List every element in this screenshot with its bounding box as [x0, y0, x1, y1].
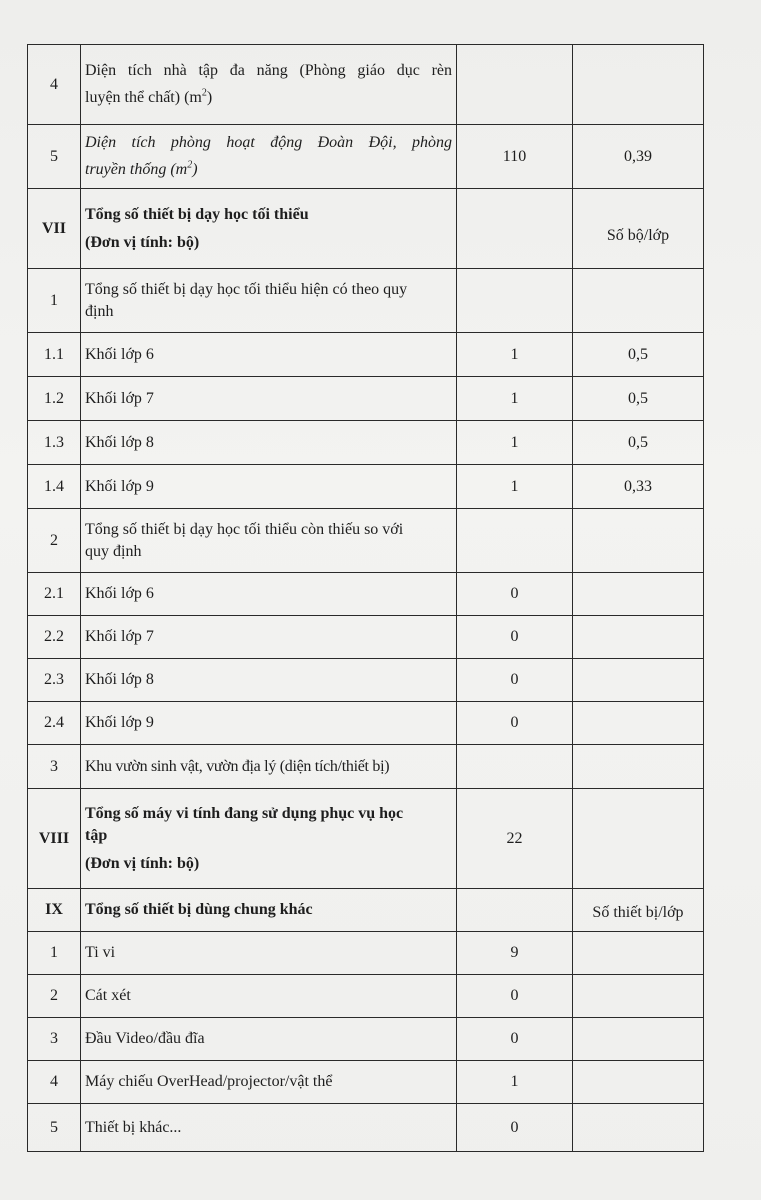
desc-line: Tổng số thiết bị dạy học tối thiểu còn thiếu so với	[85, 520, 404, 538]
ratio-cell	[573, 1061, 704, 1104]
ratio-cell: 0,39	[573, 125, 704, 189]
ratio-cell	[573, 932, 704, 975]
desc-line: luyện thể chất) $(m^2)$	[85, 87, 213, 106]
ratio-cell: Số bộ/lớp	[573, 189, 704, 269]
ratio-cell	[573, 616, 704, 659]
ratio-cell: 0,5	[573, 333, 704, 377]
quantity-cell	[457, 889, 573, 932]
desc-line: định	[85, 302, 114, 320]
table-row	[28, 333, 704, 377]
row-description: Khu vườn sinh vật, vườn địa lý (diện tích/thiết bị)	[81, 745, 457, 789]
row-number: 2.2	[28, 616, 81, 659]
table-row	[28, 45, 704, 125]
row-number: 1	[28, 269, 81, 333]
table-row	[28, 745, 704, 789]
quantity-cell: 1	[457, 421, 573, 465]
quantity-cell: 1	[457, 465, 573, 509]
row-description: Cát xét	[81, 975, 457, 1018]
row-number: 1.2	[28, 377, 81, 421]
row-description	[81, 509, 457, 573]
row-number: 2.3	[28, 659, 81, 702]
quantity-cell: 0	[457, 659, 573, 702]
row-description: Khối lớp 7	[81, 616, 457, 659]
quantity-cell: 1	[457, 333, 573, 377]
desc-line: quy định	[85, 542, 142, 560]
quantity-cell	[457, 509, 573, 573]
ratio-cell	[573, 745, 704, 789]
row-number: 5	[28, 1104, 81, 1152]
row-description: Khối lớp 9	[81, 465, 457, 509]
row-number: 1.3	[28, 421, 81, 465]
quantity-cell: 110	[457, 125, 573, 189]
ratio-cell: Số thiết bị/lớp	[573, 889, 704, 932]
table-row	[28, 269, 704, 333]
row-description: Ti vi	[81, 932, 457, 975]
table-row	[28, 465, 704, 509]
desc-line: truyền thống $(m^2)$	[85, 159, 198, 178]
section-title: Tổng số thiết bị dùng chung khác	[81, 889, 457, 932]
row-number: 3	[28, 1018, 81, 1061]
desc-line: Diện tích nhà tập đa năng (Phòng giáo dục rèn	[85, 62, 452, 80]
table-row	[28, 889, 704, 932]
table-row	[28, 1104, 704, 1152]
table-row	[28, 932, 704, 975]
desc-line: Tổng số thiết bị dạy học tối thiểu	[85, 205, 309, 223]
row-description: Thiết bị khác...	[81, 1104, 457, 1152]
section-title	[81, 189, 457, 269]
table-row	[28, 975, 704, 1018]
table-row	[28, 1018, 704, 1061]
row-number: 2.1	[28, 573, 81, 616]
ratio-cell	[573, 659, 704, 702]
ratio-cell	[573, 269, 704, 333]
row-description	[81, 269, 457, 333]
table-row	[28, 509, 704, 573]
quantity-cell: 9	[457, 932, 573, 975]
ratio-cell	[573, 509, 704, 573]
desc-line: Tổng số máy vi tính đang sử dụng phục vụ học	[85, 804, 404, 822]
row-number: 2	[28, 975, 81, 1018]
section-number: IX	[28, 889, 81, 932]
row-description: Khối lớp 8	[81, 421, 457, 465]
desc-line: tập	[85, 826, 108, 844]
quantity-cell: 0	[457, 975, 573, 1018]
row-number: 5	[28, 125, 81, 189]
table-row	[28, 616, 704, 659]
quantity-cell: 0	[457, 616, 573, 659]
table-row	[28, 1061, 704, 1104]
row-number: 4	[28, 45, 81, 125]
row-number: 1.1	[28, 333, 81, 377]
row-description: Khối lớp 6	[81, 573, 457, 616]
ratio-cell	[573, 702, 704, 745]
table-row	[28, 125, 704, 189]
row-description	[81, 125, 457, 189]
desc-line: Diện tích phòng hoạt động Đoàn Đội, phòng	[85, 134, 452, 152]
ratio-cell: 0,5	[573, 421, 704, 465]
row-description: Khối lớp 8	[81, 659, 457, 702]
row-number: 1	[28, 932, 81, 975]
quantity-cell	[457, 45, 573, 125]
section-number: VII	[28, 189, 81, 269]
row-number: 2	[28, 509, 81, 573]
quantity-cell: 0	[457, 702, 573, 745]
section-title	[81, 789, 457, 889]
desc-line: (Đơn vị tính: bộ)	[85, 233, 200, 251]
ratio-cell	[573, 1104, 704, 1152]
table-row	[28, 421, 704, 465]
ratio-cell: 0,5	[573, 377, 704, 421]
facilities-table	[27, 44, 704, 1152]
desc-line: (Đơn vị tính: bộ)	[85, 854, 200, 872]
table-row	[28, 377, 704, 421]
row-description: Khối lớp 9	[81, 702, 457, 745]
row-number: 4	[28, 1061, 81, 1104]
ratio-cell	[573, 789, 704, 889]
row-description: Máy chiếu OverHead/projector/vật thể	[81, 1061, 457, 1104]
row-description: Khối lớp 7	[81, 377, 457, 421]
quantity-cell	[457, 189, 573, 269]
quantity-cell: 0	[457, 1018, 573, 1061]
desc-line: Tổng số thiết bị dạy học tối thiểu hiện có theo quy	[85, 280, 408, 298]
table-row	[28, 702, 704, 745]
table-row	[28, 659, 704, 702]
row-description: Đầu Video/đầu đĩa	[81, 1018, 457, 1061]
ratio-cell	[573, 975, 704, 1018]
row-number: 3	[28, 745, 81, 789]
quantity-cell: 1	[457, 1061, 573, 1104]
row-number: 2.4	[28, 702, 81, 745]
table-row	[28, 789, 704, 889]
table-row	[28, 189, 704, 269]
quantity-cell	[457, 745, 573, 789]
row-number: 1.4	[28, 465, 81, 509]
ratio-cell	[573, 573, 704, 616]
section-number: VIII	[28, 789, 81, 889]
quantity-cell	[457, 269, 573, 333]
ratio-cell	[573, 1018, 704, 1061]
quantity-cell: 22	[457, 789, 573, 889]
row-description: Khối lớp 6	[81, 333, 457, 377]
ratio-cell	[573, 45, 704, 125]
row-description	[81, 45, 457, 125]
quantity-cell: 1	[457, 377, 573, 421]
quantity-cell: 0	[457, 573, 573, 616]
table-row	[28, 573, 704, 616]
quantity-cell: 0	[457, 1104, 573, 1152]
ratio-cell: 0,33	[573, 465, 704, 509]
